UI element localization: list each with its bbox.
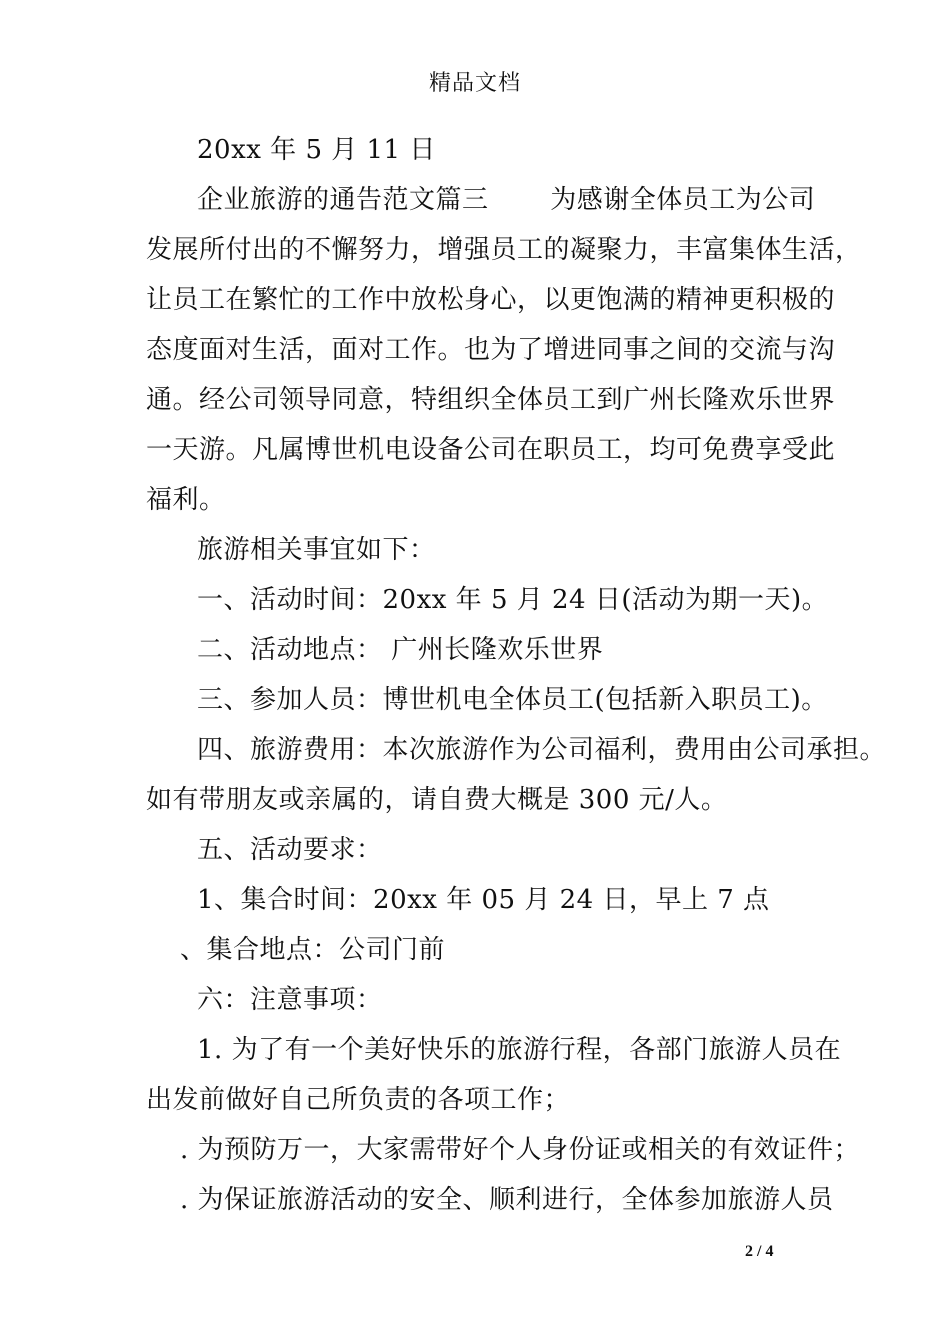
list-item: 1. 为了有一个美好快乐的旅游行程，各部门旅游人员在 [197,1035,842,1065]
list-item: 一、活动时间：20xx 年 5 月 24 日(活动为期一天)。 [197,585,829,615]
list-item: 二、活动地点： 广州长隆欢乐世界 [197,635,604,665]
paragraph-line: 通。经公司领导同意，特组织全体员工到广州长隆欢乐世界 [146,385,836,415]
paragraph-line: 让员工在繁忙的工作中放松身心，以更饱满的精神更积极的 [146,285,836,315]
section-heading: 五、活动要求： [197,835,383,865]
list-item: 四、旅游费用：本次旅游作为公司福利，费用由公司承担。 [197,735,887,765]
document-header: 精品文档 [428,71,521,96]
list-item: 1、集合时间：20xx 年 05 月 24 日，早上 7 点 [197,885,770,915]
list-item: 如有带朋友或亲属的，请自费大概是 300 元/人。 [146,785,728,815]
section-heading: 旅游相关事宜如下： [197,535,436,565]
paragraph-line: 福利。 [146,485,226,515]
list-item: 、集合地点：公司门前 [180,935,446,965]
list-item: 出发前做好自己所负责的各项工作； [146,1085,571,1115]
list-item: 三、参加人员：博世机电全体员工(包括新入职员工)。 [197,685,828,715]
list-item: . 为预防万一，大家需带好个人身份证或相关的有效证件； [180,1135,861,1165]
list-item: . 为保证旅游活动的安全、顺利进行，全体参加旅游人员 [180,1185,834,1215]
date-line: 20xx 年 5 月 11 日 [197,135,436,165]
paragraph-line: 发展所付出的不懈努力，增强员工的凝聚力，丰富集体生活， [146,235,862,265]
paragraph-line: 企业旅游的通告范文篇三 为感谢全体员工为公司 [197,185,816,215]
paragraph-line: 一天游。凡属博世机电设备公司在职员工，均可免费享受此 [146,435,836,465]
page-number: 2 / 4 [745,1243,774,1260]
paragraph-line: 态度面对生活，面对工作。也为了增进同事之间的交流与沟 [146,335,836,365]
section-heading: 六：注意事项： [197,985,383,1015]
